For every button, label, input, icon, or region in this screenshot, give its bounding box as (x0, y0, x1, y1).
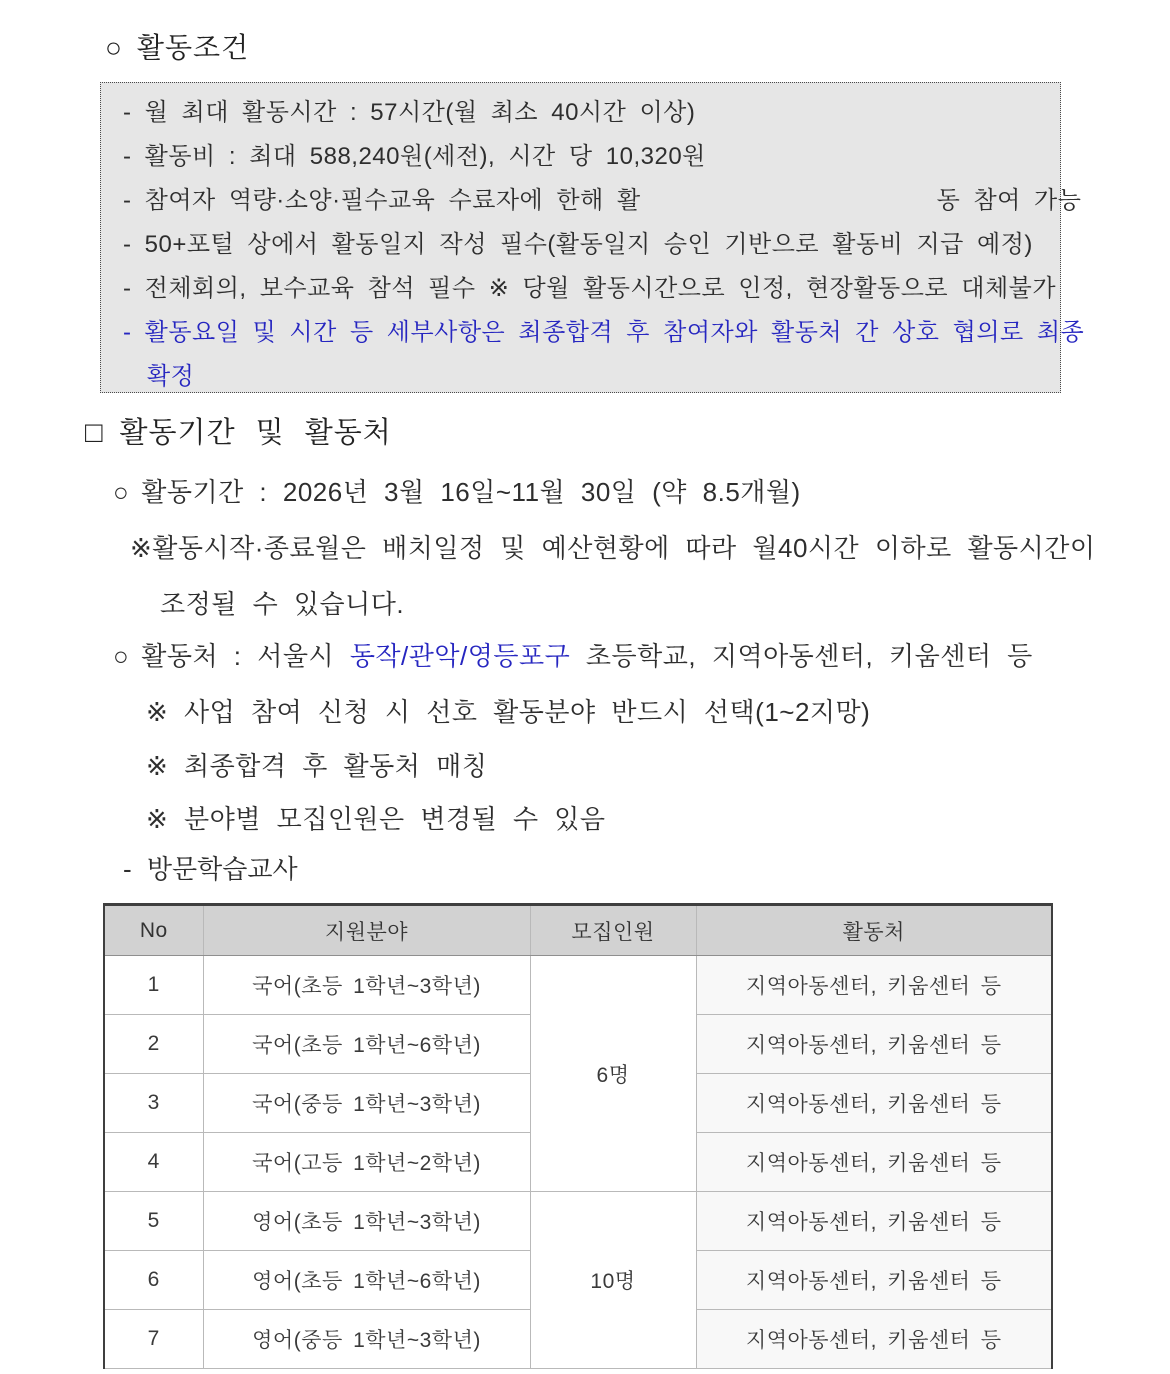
cell-site: 지역아동센터, 키움센터 등 (696, 956, 1052, 1015)
cell-no: 5 (104, 1192, 203, 1251)
header-field: 지원분야 (203, 905, 530, 956)
conditions-box (100, 82, 1085, 393)
note-field-choice: ※ 사업 참여 신청 시 선호 활동분야 반드시 선택(1~2지망) (146, 697, 871, 727)
note-site-matching: ※ 최종합격 후 활동처 매칭 (146, 751, 488, 781)
period-note-line2: 조정될 수 있습니다. (160, 589, 405, 619)
condition-line-max-hours: - 월 최대 활동시간 : 57시간(월 최소 40시간 이상) (123, 99, 696, 126)
activity-site-districts: 동작/관악/영등포구 (349, 641, 571, 671)
header-count: 모집인원 (530, 905, 696, 956)
table-header-row (104, 905, 1052, 956)
circle-bullet-icon: ○ (113, 641, 130, 671)
condition-line-pay: - 활동비 : 최대 588,240원(세전), 시간 당 10,320원 (123, 143, 706, 170)
condition-line-meeting: - 전체회의, 보수교육 참석 필수 ※ 당월 활동시간으로 인정, 현장활동으로 대체불가 (123, 275, 1057, 302)
cell-field: 국어(고등 1학년~2학년) (203, 1133, 530, 1192)
cell-site: 지역아동센터, 키움센터 등 (696, 1310, 1052, 1369)
condition-line-education-after-gap: 동 참여 가능 (936, 187, 1082, 214)
cell-field: 영어(초등 1학년~3학년) (203, 1192, 530, 1251)
cell-field: 영어(초등 1학년~6학년) (203, 1251, 530, 1310)
condition-line-portal: - 50+포털 상에서 활동일지 작성 필수(활동일지 승인 기반으로 활동비 지급 예정) (123, 231, 1033, 258)
section-title-period-sites-text: 활동기간 및 활동처 (119, 417, 392, 449)
activity-period-text: 활동기간 : 2026년 3월 16일~11월 30일 (약 8.5개월) (141, 477, 801, 507)
activity-period-line (113, 472, 801, 509)
cell-site: 지역아동센터, 키움센터 등 (696, 1133, 1052, 1192)
subsection-visiting-teacher: - 방문학습교사 (123, 854, 298, 884)
condition-line-education-before-gap: - 참여자 역량·소양·필수교육 수료자에 한해 활 (123, 187, 641, 214)
cell-no: 7 (104, 1310, 203, 1369)
square-bullet-icon: □ (85, 417, 104, 449)
condition-line-schedule-cont: 확정 (147, 363, 195, 390)
recruitment-table-wrap (103, 903, 1053, 1369)
note-count-change: ※ 분야별 모집인원은 변경될 수 있음 (146, 804, 606, 834)
cell-count-korean: 6명 (530, 956, 696, 1192)
table-row (104, 956, 1052, 1015)
cell-site: 지역아동센터, 키움센터 등 (696, 1251, 1052, 1310)
cell-site: 지역아동센터, 키움센터 등 (696, 1074, 1052, 1133)
cell-no: 1 (104, 956, 203, 1015)
section-title-conditions (105, 26, 249, 66)
circle-bullet-icon: ○ (105, 32, 123, 63)
cell-no: 6 (104, 1251, 203, 1310)
activity-site-suffix: 초등학교, 지역아동센터, 키움센터 등 (570, 641, 1033, 671)
cell-field: 국어(초등 1학년~3학년) (203, 956, 530, 1015)
section-title-conditions-text: 활동조건 (136, 32, 250, 63)
condition-line-schedule: - 활동요일 및 시간 등 세부사항은 최종합격 후 참여자와 활동처 간 상호 협의로 최종 (123, 319, 1085, 346)
cell-no: 2 (104, 1015, 203, 1074)
period-note-line1: ※활동시작·종료월은 배치일정 및 예산현황에 따라 월40시간 이하로 활동시간이 (130, 533, 1096, 563)
cell-no: 3 (104, 1074, 203, 1133)
section-title-period-sites (85, 410, 392, 451)
header-no: No (104, 905, 203, 956)
condition-line-education (123, 179, 1082, 223)
cell-site: 지역아동센터, 키움센터 등 (696, 1015, 1052, 1074)
table-row (104, 1192, 1052, 1251)
cell-field: 영어(중등 1학년~3학년) (203, 1310, 530, 1369)
cell-no: 4 (104, 1133, 203, 1192)
circle-bullet-icon: ○ (113, 477, 130, 507)
cell-field: 국어(초등 1학년~6학년) (203, 1015, 530, 1074)
cell-site: 지역아동센터, 키움센터 등 (696, 1192, 1052, 1251)
recruitment-table (103, 903, 1053, 1369)
header-site: 활동처 (696, 905, 1052, 956)
cell-field: 국어(중등 1학년~3학년) (203, 1074, 530, 1133)
activity-site-line (113, 636, 1033, 673)
activity-site-prefix: 활동처 : 서울시 (141, 641, 350, 671)
cell-count-english: 10명 (530, 1192, 696, 1369)
